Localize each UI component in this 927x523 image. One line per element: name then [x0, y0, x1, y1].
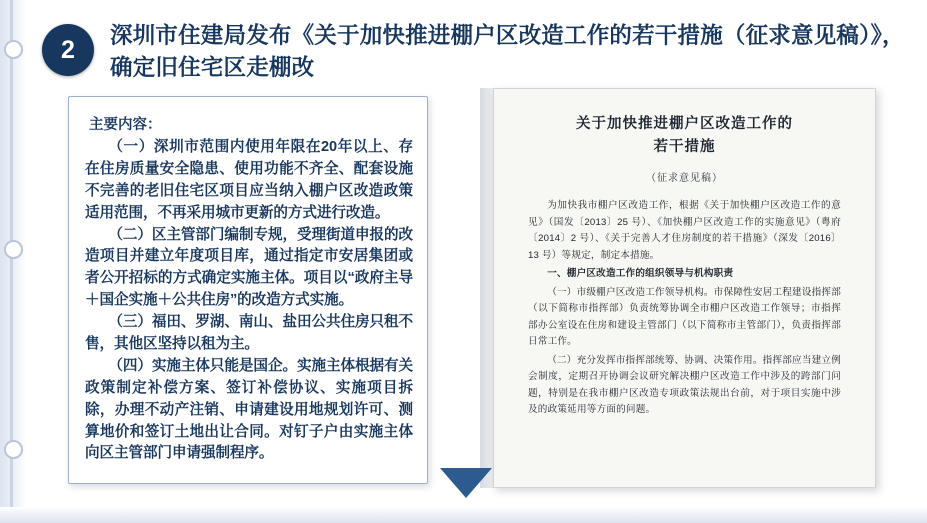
main-content-card — [68, 96, 428, 484]
document-subtitle: （征求意见稿） — [646, 173, 723, 185]
document-section-heading: 一、棚户区改造工作的组织领导与机构职责 — [547, 268, 734, 280]
page-title: 深圳市住建局发布《关于加快推进棚户区改造工作的若干措施（征求意见稿）》，确定旧住宅区走棚改 — [110, 23, 905, 80]
document-paragraph: 为加快我市棚户区改造工作，根据《关于加快棚户区改造工作的意见》（国发〔2013〕25 号）、《加快棚户区改造工作的实施意见》（粤府〔2014〕2 号）、《关于完善人才住房制度的若干措施》（深发〔2016〕13 号）等规定，制定本措施。 — [528, 200, 841, 261]
content-paragraph: （三）福田、罗湖、南山、盐田公共住房只租不售，其他区坚持以租为主。 — [85, 314, 413, 353]
bottom-decorative-band — [0, 507, 927, 523]
slide-number-badge: 2 — [42, 24, 94, 76]
document-paragraph: （一）市级棚户区改造工作领导机构。市保障性安居工程建设指挥部（以下简称市指挥部）负责统筹协调全市棚户区改造工作领导；市指挥部办公室设在住房和建设主管部门（以下简称市主管部门），负责指挥部日常工作。 — [528, 286, 841, 348]
content-paragraph: （二）区主管部门编制专规，受理街道申报的改造项目并建立年度项目库，通过指定市安居集团或者公开招标的方式确定实施主体。项目以“政府主导＋国企实施＋公共住房”的改造方式实施。 — [85, 226, 413, 309]
document-title-line-1: 关于加快推进棚户区改造工作的 — [576, 116, 793, 132]
left-decorative-band — [0, 0, 26, 523]
content-heading: 主要内容： — [89, 117, 162, 133]
chevron-down-icon — [440, 468, 492, 502]
slide-header — [34, 14, 914, 84]
band-dot-icon — [4, 40, 23, 59]
content-paragraph: （一）深圳市范围内使用年限在20年以上、存在住房质量安全隐患、使用功能不齐全、配套设施不完善的老旧住宅区项目应当纳入棚户区改造政策适用范围，不再采用城市更新的方式进行改造。 — [85, 139, 413, 221]
document-body — [528, 198, 841, 419]
document-preview-image — [493, 88, 876, 488]
band-dot-icon — [4, 440, 23, 459]
document-paragraph: （二）充分发挥市指挥部统筹、协调、决策作用。指挥部应当建立例会制度，定期召开协调会议研究解决棚户区改造工作中涉及的跨部门问题，特别是在我市棚户区改造专项政策法规出台前，对于项目实施中涉及的政策延用等方面的问题。 — [528, 354, 841, 416]
document-title-line-2: 若干措施 — [653, 139, 716, 156]
band-dot-icon — [4, 240, 23, 259]
content-paragraph: （四）实施主体只能是国企。实施主体根据有关政策制定补偿方案、签订补偿协议、实施项目拆除，办理不动产注销、申请建设用地规划许可、测算地价和签订土地出让合同。对钉子户由实施主体向区主管部门申请强制程序。 — [85, 357, 413, 462]
